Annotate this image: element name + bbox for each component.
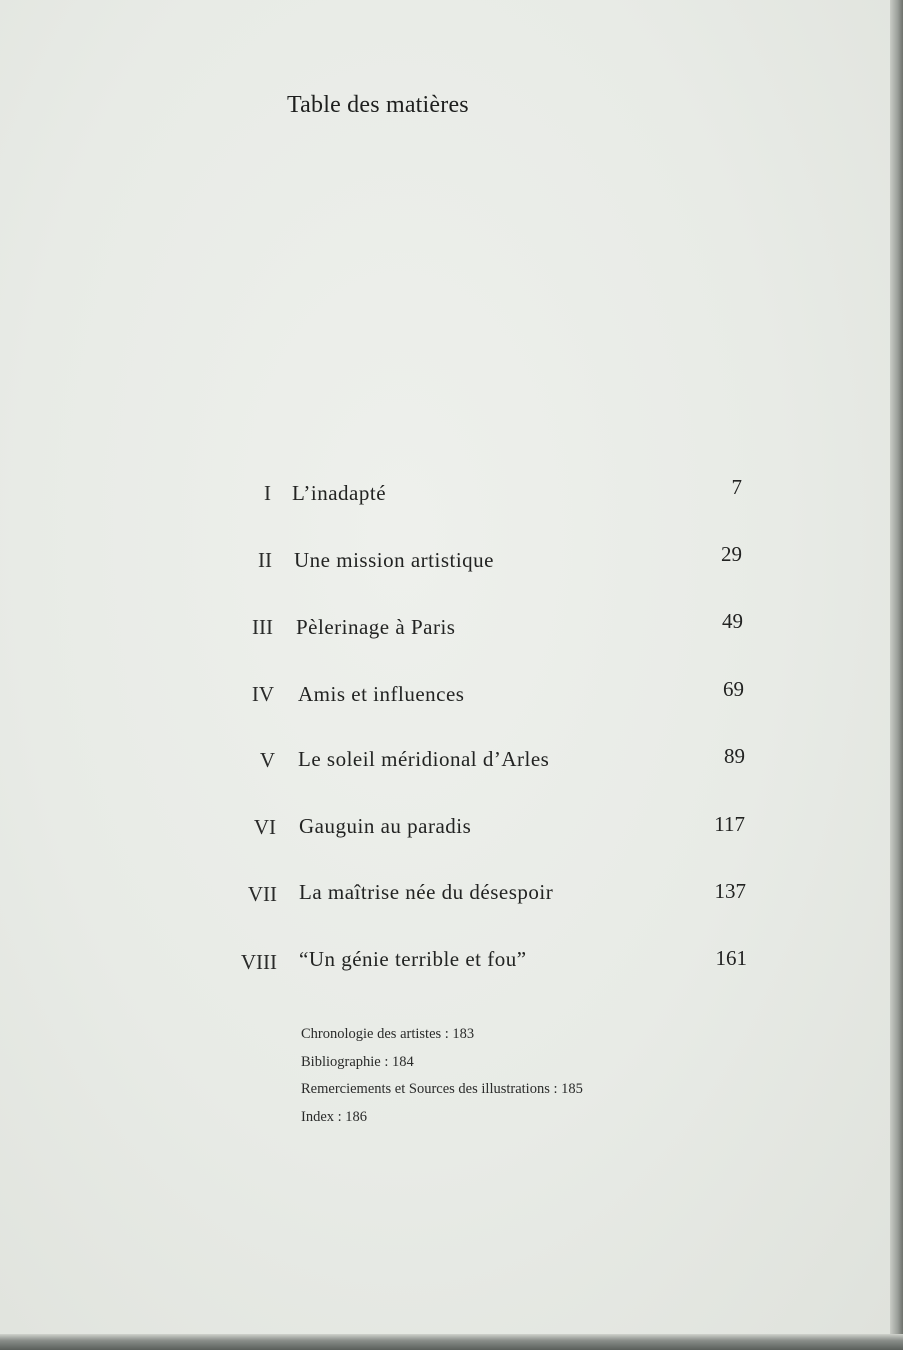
page-edge-right xyxy=(890,0,903,1350)
chapter-title: L’inadapté xyxy=(292,481,387,505)
chapter-page-number: 7 xyxy=(731,475,742,499)
chapter-numeral: VIII xyxy=(240,950,277,974)
chapter-page-number: 89 xyxy=(724,744,745,768)
chapter-page-number: 29 xyxy=(721,542,742,566)
appendix-list xyxy=(301,1021,583,1131)
chapter-page-number: 161 xyxy=(715,946,747,970)
chapter-numeral: IV xyxy=(251,682,274,706)
chapter-title: “Un génie terrible et fou” xyxy=(299,947,527,971)
chapter-numeral: II xyxy=(258,548,272,572)
chapter-page-number: 69 xyxy=(723,677,744,701)
chapter-page-number: 137 xyxy=(714,879,746,903)
page-edge-bottom xyxy=(0,1334,903,1350)
chapter-title: Le soleil méridional d’Arles xyxy=(298,747,550,771)
chapter-title: Une mission artistique xyxy=(294,548,494,572)
chapter-page-number: 49 xyxy=(722,609,743,633)
chapter-title: Gauguin au paradis xyxy=(299,814,472,838)
chapter-numeral: I xyxy=(264,481,271,505)
chapter-numeral: VI xyxy=(253,815,276,839)
appendix-item-acknowledgements: Remerciements et Sources des illustrations : 185 xyxy=(301,1081,583,1097)
chapter-numeral: VII xyxy=(247,882,277,906)
appendix-item-chronology: Chronologie des artistes : 183 xyxy=(301,1026,475,1042)
page-title: Table des matières xyxy=(287,92,469,118)
appendix-item-index: Index : 186 xyxy=(301,1108,368,1125)
chapter-numeral: V xyxy=(259,748,275,772)
chapter-title: Pèlerinage à Paris xyxy=(296,615,456,639)
chapter-page-number: 117 xyxy=(714,812,745,836)
chapter-title: La maîtrise née du désespoir xyxy=(299,880,554,904)
chapter-numeral: III xyxy=(252,615,273,639)
appendix-item-bibliography: Bibliographie : 184 xyxy=(301,1053,414,1070)
chapter-title: Amis et influences xyxy=(298,682,465,706)
